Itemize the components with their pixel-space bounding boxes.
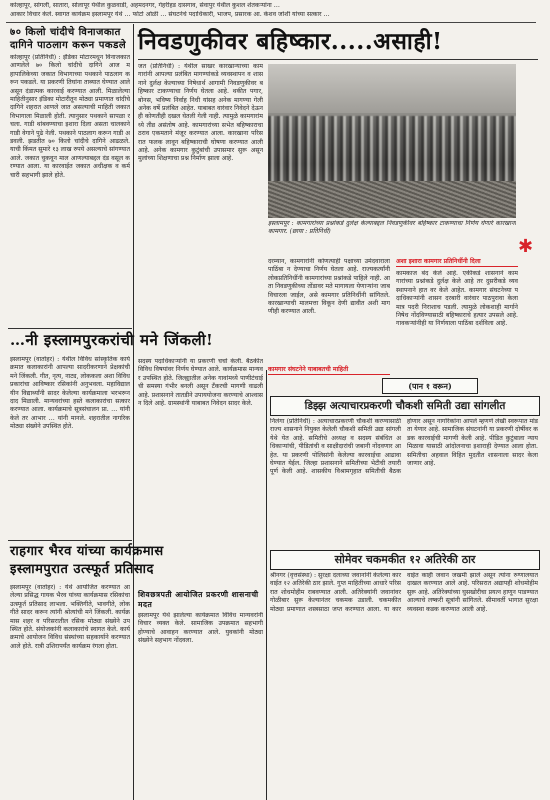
left-story2-headline: …नी इस्लामपुरकरांची मने जिंकली! — [10, 331, 214, 349]
bottom-story-body: इस्लामपूर (वार्ताहर) : येथे आयोजित करण्यात आलेल्या प्रसिद्ध गायक भैरव यांच्या कार्यक्रमास रसिकांचा उत्स्फूर्त प्रतिसाद लाभला. भक्तिगीते, भावगीते, लोकगीते सादर करून त्यांनी श्रोत्यांची मने जिंकली. कार्यक्रमास शहर व परिसरातील रसिक मोठ्या संख्येने उपस्थित होते. संयोजकांनी कलाकारांचे स्वागत केले. कार्यक्रमाचे आयोजन विविध संस्थांच्या सहकार्याने करण्यात आले होते. रात्री उशिरापर्यंत कार्यक्रम रंगला होता. — [10, 584, 130, 650]
story-c-body: श्रीनगर (वृत्तसंस्था) : सुरक्षा दलाच्या जवानांनी केलेल्या कारवाईत १२ अतिरेकी ठार झाले. गुप्त माहितीच्या आधारे परिसरात शोधमोहीम राबवण्यात आली. अतिरेक्यांनी जवानांवर गोळीबार सुरू केल्यानंतर चकमक उडाली. चकमकीत मोठ्या प्रमाणात शस्त्रसाठा जप्त करण्यात आला. या कारवाईत काही जवान जखमी झाले असून त्यांना रुग्णालयात दाखल करण्यात आले आहे. परिसरात अद्यापही शोधमोहीम सुरू आहे. अतिरेक्यांच्या घुसखोरीचा प्रयत्न हाणून पाडण्यात आल्याचे लष्करी सूत्रांनी सांगितले. सीमावर्ती भागात सुरक्षा व्यवस्था कडक करण्यात आली आहे. — [270, 572, 538, 613]
main-story-right-highlight: अशा इशारा कामगार प्रतिनिधींनी दिला — [396, 258, 518, 267]
red-asterisk-mark: ✱ — [518, 236, 534, 257]
main-story-body-mid: दरम्यान, कामगारांनी कोणत्याही पक्षाच्या उमेदवाराला पाठिंबा न देण्याचा निर्णय घेतला आहे. राज्यकर्त्यांनी लोकप्रतिनिधींनी कामगारांच्या प्रश्नांकडे पाहिले नाही. आता निवडणुकीच्या तोंडावर मते मागायला येणाऱ्यांना जाब विचारला जाईल, असे कामगार प्रतिनिधींनी सांगितले. कारखान्याची मालमत्ता विकून देणी द्यावीत अशी मागणीही करण्यात आली. — [268, 258, 390, 316]
center-lower-body: सदस्य पदाधिकाऱ्यांनी या प्रकरणी चर्चा केली. बैठकीत विविध विषयांवर निर्णय घेण्यात आले. कार्यक्रमास मान्यवर उपस्थित होते. जिल्ह्यातील अनेक गावांमध्ये पाणीटंचाईची समस्या गंभीर बनली असून टँकरची मागणी वाढली आहे. प्रशासनाने तातडीने उपाययोजना करण्याचे आश्वासन दिले आहे. ग्रामस्थांनी याबाबत निवेदन सादर केले. — [138, 358, 263, 408]
bottom-story-headline-2: इस्लामपुरात उत्स्फूर्त प्रतिसाद — [10, 562, 154, 577]
news-photo — [268, 64, 516, 218]
left-story2-body: इस्लामपूर (वार्ताहर) : येथील विविध सांस्कृतिक कार्यक्रमात कलाकारांनी आपल्या सादरीकरणाने प्रेक्षकांची मने जिंकली. गीत, नृत्य, नाट्य, लोककला अशा विविध प्रकारांचा आविष्कार रसिकांनी अनुभवला. महाविद्यालयीन विद्यार्थ्यांनी सादर केलेल्या कार्यक्रमाला भरभरून दाद मिळाली. मान्यवरांच्या हस्ते कलाकारांचा सत्कार करण्यात आला. कार्यक्रमाचे सूत्रसंचालन प्रा. … यांनी केले तर आभार … यांनी मानले. शहरातील नागरिक मोठ्या संख्येने उपस्थित होते. — [10, 356, 130, 431]
top-divider — [6, 22, 536, 23]
bottom-story-headline-1: राहगार भैरव यांच्या कार्यक्रमास — [10, 544, 164, 559]
left-divider-2 — [8, 540, 132, 541]
main-headline: निवडणुकीवर बहिष्कार.....असाही! — [138, 28, 443, 55]
left-story1-headline: ७० किलो चांदीचे विनाजकात दागिने पाठलाग करून पकडले — [10, 27, 127, 51]
center-lower-subhead: शिवछत्रपती आयोजित प्रकरणी शासनाची मदत — [138, 590, 259, 609]
story-b-headline: डिझ्झ अत्याचारप्रकरणी चौकशी समिती उद्या सांगलीत — [270, 396, 540, 416]
main-story-body-right: कामकाज बंद केले आहे. एकीकडे शासनाने कामगारांच्या प्रश्नांकडे दुर्लक्ष केले आहे तर दुसरीकडे व्यवस्थापनाने हात वर केले आहेत. कामगार संघटनेच्या पदाधिकाऱ्यांनी शासन दरबारी वारंवार पाठपुरावा केला मात्र पदरी निराशाच पडली. त्यामुळे लोकशाही मार्गाने निषेध नोंदविण्यासाठी बहिष्काराचे हत्यार उपसले आहे. गावकऱ्यांनीही या निर्णयाला पाठिंबा दर्शविला आहे. — [396, 270, 518, 328]
top-strip-line1: कोल्हापूर, सांगली, सातारा, सोलापूर येथील कुळवाडी, अहमदनगर, गेहरीहड दासगाव, सेवापुर येथील कुशल शेतकऱ्यांना … — [10, 2, 280, 9]
continued-banner: (पान १ वरून) — [382, 378, 478, 394]
top-strip-line2: आकार विचार केले. स्वागत कार्यक्रम इस्लामपूर येथे … फोटो ओळी … संघटनेचे पदाधिकारी, भाजप, प्रसारक आ. केशव जोशी यांच्या सत्कार … — [10, 11, 330, 18]
story-c-headline: सोमेवर चकमकीत १२ अतिरेकी ठार — [270, 550, 540, 570]
photo-crowd — [268, 116, 516, 185]
center-right-rule — [266, 370, 267, 800]
left-divider-1 — [8, 328, 132, 329]
photo-caption: इस्लामपूर : कामगारांच्या प्रश्नांकडे दुर्लक्ष केल्याबद्दल निवडणुकीवर बहिष्कार टाकण्याचा निर्णय घेणारे कारखाना कामगार. (छाया : प्रतिनिधी) — [268, 220, 516, 236]
center-lower-subbody: इस्लामपूर येथे झालेल्या कार्यक्रमात विविध मान्यवरांनी विचार व्यक्त केले. सामाजिक उपक्रमात सहभागी होण्याचे आवाहन करण्यात आले. युवकांनी मोठ्या संख्येने सहभाग नोंदवला. — [138, 612, 263, 645]
main-story-body-left: जत (प्रतिनिधी) : येथील साखर कारखान्याच्या कामगारांनी आपल्या प्रलंबित मागण्यांकडे व्यवस्थापन व शासनाने दुर्लक्ष केल्याच्या निषेधार्थ आगामी निवडणुकीवर बहिष्कार टाकण्याचा निर्णय घेतला आहे. थकीत पगार, बोनस, भविष्य निर्वाह निधी यांसह अनेक मागण्या गेली अनेक वर्षे प्रलंबित आहेत. याबाबत वारंवार निवेदने देऊनही कोणतीही दखल घेतली गेली नाही. त्यामुळे कामगारांमध्ये तीव्र असंतोष आहे. कामगारांच्या सभेत बहिष्काराचा ठराव एकमताने मंजूर करण्यात आला. कारखाना परिसरात फलक लावून बहिष्काराची घोषणा करण्यात आली आहे. अनेक कामगार कुटुंबांची उपासमार सुरू असून मुलांच्या शिक्षणाचा प्रश्न निर्माण झाला आहे. — [138, 63, 263, 163]
main-headline-underline — [138, 59, 538, 60]
left-story1-body: कोल्हापूर (प्रतिनिधी) : इंडिका मोटारमधून विनाजकात आणलेले ७० किलो चांदीचे दागिने आज महापालिकेच्या जकात विभागाच्या पथकाने पाठलाग करून पकडले. या प्रकरणी तिघांना ताब्यात घेण्यात आले असून दंडात्मक कारवाई करण्यात आली. मिळालेल्या माहितीनुसार इंडिका मोटारीतून मोठ्या प्रमाणात चांदीचे दागिने शहरात आणले जात असल्याची माहिती जकात विभागाला मिळाली होती. त्यानुसार पथकाने सापळा रचला. गाडी थांबवण्याचा इशारा दिला असता चालकाने गाडी वेगाने पुढे नेली. पथकाने पाठलाग करून गाडी अडवली. झडतीत ७० किलो चांदीचे दागिने आढळले. याची किंमत सुमारे १३ लाख रुपये असल्याचे सांगण्यात आले. जकात चुकवून माल आणल्याबद्दल दंड वसूल करण्यात आला. या कारवाईत जकात अधीक्षक व कर्मचारी सहभागी झाले होते. — [10, 54, 130, 179]
main-story-mid-highlight: कामगार संघटनेने याबाबतची माहिती — [268, 366, 390, 375]
left-column-rule — [133, 24, 134, 800]
story-b-body: निलंगा (प्रतिनिधी) : अत्याचारप्रकरणी चौकशी करण्यासाठी राज्य शासनाने नियुक्त केलेली चौकशी समिती उद्या सांगली येथे येत आहे. समितीचे अध्यक्ष व सदस्य संबंधित अधिकाऱ्यांची, पीडितांची व साक्षीदारांची जबानी नोंदवणार आहेत. या प्रकरणी पोलिसांनी केलेल्या कारवाईचा आढावा घेण्यात येईल. जिल्हा प्रशासनाने समितीच्या भेटीची तयारी पूर्ण केली आहे. शासकीय विश्रामगृहात समितीची बैठक होणार असून नागरिकांना आपले म्हणणे लेखी स्वरूपात मांडता येणार आहे. सामाजिक संघटनांनी या प्रकरणी दोषींवर कडक कारवाईची मागणी केली आहे. पीडित कुटुंबाला न्याय मिळावा यासाठी आंदोलनाचा इशाराही देण्यात आला होता. समितीचा अहवाल विहित मुदतीत शासनाला सादर केला जाणार आहे. — [270, 418, 538, 476]
photo-ground — [268, 181, 516, 218]
photo-sky — [268, 64, 516, 113]
